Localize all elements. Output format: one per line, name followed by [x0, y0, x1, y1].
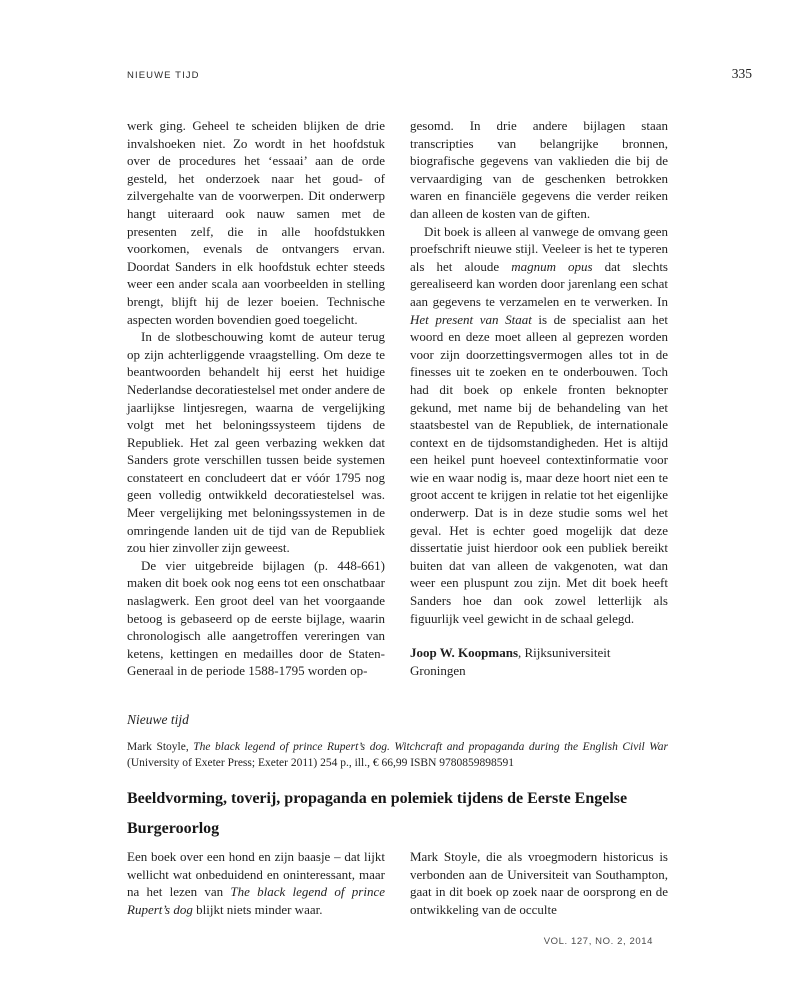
- bibliography-entry: [127, 740, 668, 771]
- paragraph: In de slotbeschouwing komt de auteur terug op zijn achterliggende vraagstelling. Om deze te beantwoorden behandelt hij eerst het huidige Nederlandse decoratiestelsel met onder andere de jaarlijkse lintjesregen, waarna de vergelijking volgt met het beloningssysteem tijdens de Republiek. Het zal geen verbazing wekken dat Sanders grote verschillen tussen beide systemen constateert en concludeert dat er vóór 1795 nog geen volledig ontwikkeld decoratiestelsel was. Meer vergelijking met beloningssystemen in de omringende landen uit de tijd van de Republiek zou hier zinvoller zijn geweest.: [127, 329, 385, 556]
- biblio-publication-info: (University of Exeter Press; Exeter 2011) 254 p., ill., € 66,99 ISBN 9780859898591: [127, 756, 515, 769]
- reviewer-affiliation: , Rijksuniversiteit Groningen: [410, 645, 611, 678]
- paragraph: werk ging. Geheel te scheiden blijken de drie invalshoeken niet. Zo wordt in het hoofdstuk over de procedures het ‘essaai’ aan de orde gesteld, het onderzoek naar het goud- of zilvergehalte van de voorwerpen. Dit onderwerp hangt uiteraard ook nauw samen met de presenten zelf, die in alle hoofdstukken voorkomen, evenals de ontvangers ervan. Doordat Sanders in elk hoofdstuk echter steeds weer een ander scala aan voorbeelden in stelling brengt, blijft hij de lezer boeien. Technische aspecten worden bovendien goed toegelicht.: [127, 118, 385, 327]
- text-segment: dat slechts gerealiseerd kan worden door jarenlang een schat aan gegevens te verzamelen en te verwerken. In: [410, 258, 668, 309]
- biblio-book-title: The black legend of prince Rupert’s dog. Witchcraft and propaganda during the English Civil War: [193, 741, 668, 753]
- text-segment: is de specialist aan het woord en deze moet alleen al geprezen worden voor zijn doorzettingsvermogen alles tot in de finesses uit te zoeken en te onderbouwen. Toch had dit boek op enkele fronten beknopter gekund, met name bij de behandeling van het staatsbestel van de Republiek, de internationale context en de tijdsomstandigheden. Het is altijd een heikel punt hoeveel contextinformatie voor wie en waar nodig is, maar deze hoort niet een te groot accent te krijgen in relatie tot het eigenlijke onderwerp. Dat is in deze studie soms wel het geval. Het is echter goed mogelijk dat deze dissertatie juist hierdoor ook een publiek bereikt buiten dat van alleen de vakgenoten, wat dan weer een pluspunt zou zijn. Met dit boek heeft Sanders hoe dan ook zowel letterlijk als figuurlijk veel gewicht in de schaal gelegd.: [410, 311, 668, 626]
- right-column: [410, 848, 668, 918]
- paragraph: gesomd. In drie andere bijlagen staan transcripties van belangrijke bronnen, biografische gegevens van vaklieden die bij de vervaardiging van de geschenken betrokken waren en financiële gegevens die verder reiken dan alleen de kosten van de giften.: [410, 118, 668, 221]
- volume-info: VOL. 127, NO. 2, 2014: [543, 936, 653, 947]
- paragraph: De vier uitgebreide bijlagen (p. 448-661) maken dit boek ook nog eens tot een onschatbaar naslagwerk. Een groot deel van het voorgaande betoog is gebaseerd op de eerste bijlage, waarin chronologisch alle aangetroffen vereringen van ketens, kettingen en medailles door de Staten-Generaal in de periode 1588-1795 worden op-: [127, 557, 385, 679]
- book-title-inline: Het present van Staat: [410, 311, 532, 327]
- author-signature: [410, 644, 668, 679]
- page-header: [127, 66, 752, 82]
- two-column-layout: [127, 117, 668, 680]
- two-column-layout: [127, 848, 668, 918]
- left-column: [127, 848, 385, 918]
- paragraph: [410, 223, 668, 628]
- book-title-inline: magnum opus: [511, 258, 593, 274]
- text-segment: Dit boek is alleen al vanwege de omvang geen proefschrift nieuwe stijl. Veeleer is het te typeren als het aloude: [410, 223, 668, 274]
- paragraph: Mark Stoyle, die als vroegmodern historicus is verbonden aan de Universiteit van Southampton, gaat in dit boek op zoek naar de oorsprong en de ontwikkeling van de occulte: [410, 849, 668, 917]
- right-column: [410, 117, 668, 680]
- biblio-author: Mark Stoyle,: [127, 741, 194, 753]
- review-title: Beeldvorming, toverij, propaganda en polemiek tijdens de Eerste Engelse Burgeroorlog: [127, 790, 628, 837]
- reviewer-name: Joop W. Koopmans: [410, 645, 519, 661]
- text-segment: Een boek over een hond en zijn baasje – dat lijkt wellicht wat onbeduidend en oninteressant, maar na het lezen van: [127, 849, 385, 900]
- left-column: [127, 117, 385, 680]
- page-number: 335: [731, 66, 752, 81]
- page-footer: [544, 936, 653, 947]
- review-koopmans-body: [127, 117, 668, 680]
- text-segment: blijkt niets minder waar.: [192, 901, 323, 917]
- review-stoyle-block: [127, 712, 668, 918]
- running-head: NIEUWE TIJD: [127, 70, 200, 81]
- paragraph: [127, 848, 385, 918]
- book-title-inline: The black legend of prince Rupert’s dog: [127, 884, 385, 917]
- section-heading: Nieuwe tijd: [127, 712, 189, 727]
